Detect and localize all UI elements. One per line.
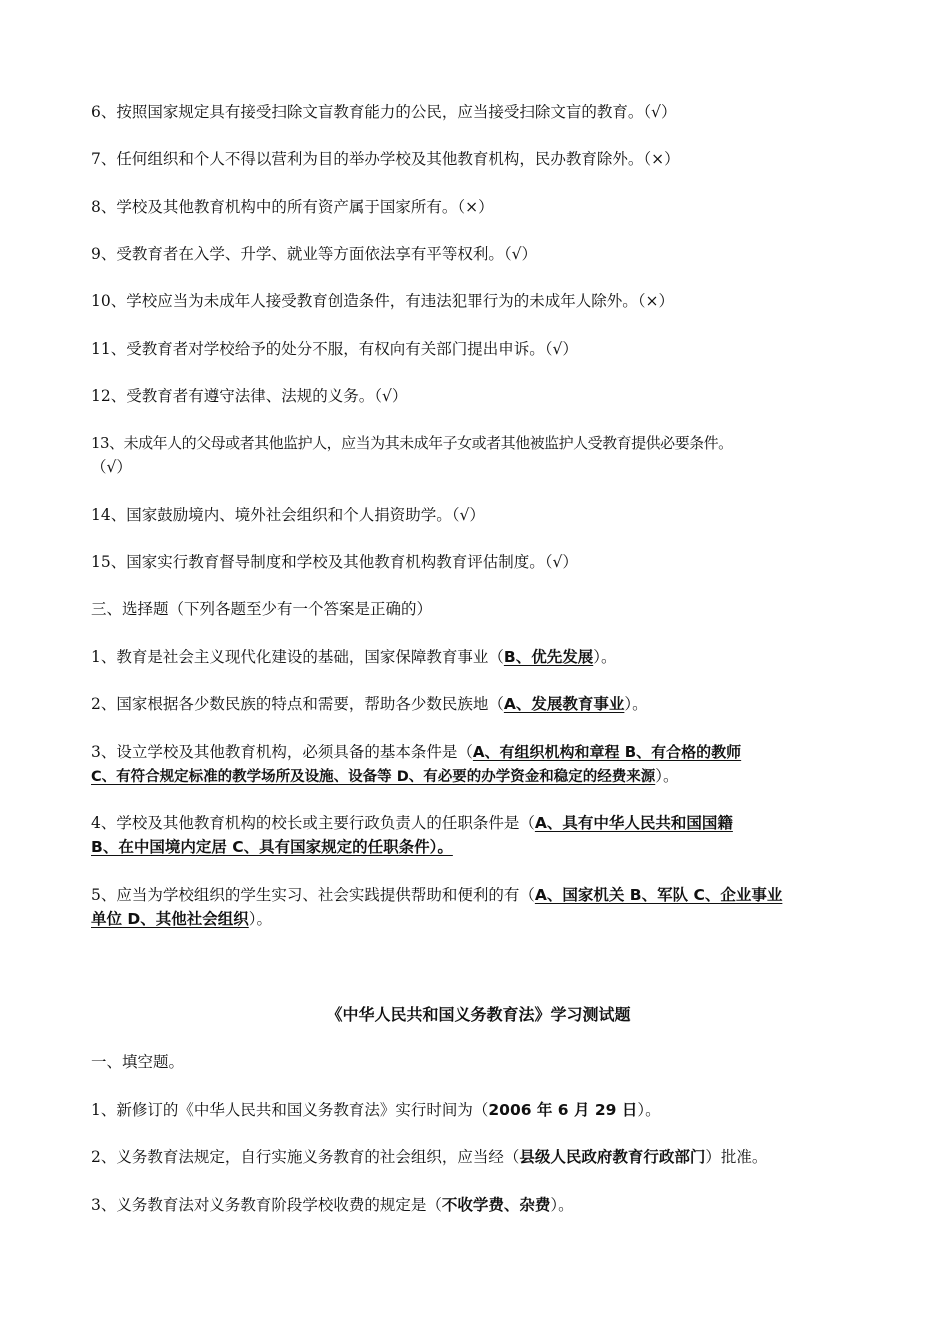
choice-2-answer: A、发展教育事业 xyxy=(503,695,625,713)
fill-3-answer: 不收学费、杂费 xyxy=(441,1196,551,1214)
choice-item-2 xyxy=(91,693,648,715)
judge-item-10: 10、学校应当为未成年人接受教育创造条件，有违法犯罪行为的未成年人除外。（×） xyxy=(91,292,674,310)
choice-4-answer-part1: A、具有中华人民共和国国籍 xyxy=(534,814,733,832)
judge-item-9: 9、受教育者在入学、升学、就业等方面依法享有平等权利。（√） xyxy=(91,245,537,263)
choice-item-3-line1 xyxy=(91,741,741,763)
choice-1-close: ）。 xyxy=(593,648,617,666)
fill-item-3 xyxy=(91,1194,574,1216)
choice-item-4-line2 xyxy=(91,836,453,858)
choice-3-answer-part1: A、有组织机构和章程 B、有合格的教师 xyxy=(472,743,742,761)
choice-item-5-line2 xyxy=(91,908,272,930)
judge-item-15: 15、国家实行教育督导制度和学校及其他教育机构教育评估制度。（√） xyxy=(91,553,578,571)
fill-heading: 一、填空题。 xyxy=(91,1053,185,1071)
judge-item-12: 12、受教育者有遵守法律、法规的义务。（√） xyxy=(91,387,408,405)
choice-4-answer-part2: B、在中国境内定居 C、具有国家规定的任职条件）。 xyxy=(91,838,453,856)
choice-heading: 三、选择题（下列各题至少有一个答案是正确的） xyxy=(91,600,433,618)
judge-item-11: 11、受教育者对学校给予的处分不服，有权向有关部门提出申诉。（√） xyxy=(91,340,578,358)
choice-5-answer-part1: A、国家机关 B、军队 C、企业事业 xyxy=(534,886,783,904)
fill-item-1 xyxy=(91,1099,661,1121)
fill-1-question: 1、新修订的《中华人民共和国义务教育法》实行时间为（ xyxy=(91,1101,489,1119)
judge-item-8: 8、学校及其他教育机构中的所有资产属于国家所有。（×） xyxy=(91,198,494,216)
fill-2-answer: 县级人民政府教育行政部门 xyxy=(519,1148,706,1166)
fill-2-close: ）批准。 xyxy=(705,1148,768,1166)
choice-item-4-line1 xyxy=(91,812,733,834)
fill-2-question: 2、义务教育法规定，自行实施义务教育的社会组织，应当经（ xyxy=(91,1148,520,1166)
choice-2-close: ）。 xyxy=(624,695,648,713)
judge-item-6: 6、按照国家规定具有接受扫除文盲教育能力的公民，应当接受扫除文盲的教育。（√） xyxy=(91,103,677,121)
judge-item-13-line1: 13、未成年人的父母或者其他监护人，应当为其未成年子女或者其他被监护人受教育提供必要条件。 xyxy=(91,434,733,452)
fill-1-close: ）。 xyxy=(637,1101,661,1119)
fill-1-answer: 2006 年 6 月 29 日 xyxy=(488,1101,638,1119)
choice-item-1 xyxy=(91,646,616,668)
choice-3-question: 3、设立学校及其他教育机构，必须具备的基本条件是（ xyxy=(91,743,473,761)
judge-item-13-line2: （√） xyxy=(91,458,132,476)
choice-5-answer-part2: 单位 D、其他社会组织 xyxy=(91,910,249,928)
section-title: 《中华人民共和国义务教育法》学习测试题 xyxy=(326,1005,631,1024)
choice-3-close: ）。 xyxy=(655,767,679,785)
judge-item-14: 14、国家鼓励境内、境外社会组织和个人捐资助学。（√） xyxy=(91,506,485,524)
judge-item-7: 7、任何组织和个人不得以营利为目的举办学校及其他教育机构，民办教育除外。（×） xyxy=(91,150,680,168)
choice-item-3-line2 xyxy=(91,765,679,788)
choice-3-answer-part2: C、有符合规定标准的教学场所及设施、设备等 D、有必要的办学资金和稳定的经费来源 xyxy=(91,769,656,785)
choice-1-answer: B、优先发展 xyxy=(503,648,594,666)
choice-5-question: 5、应当为学校组织的学生实习、社会实践提供帮助和便利的有（ xyxy=(91,886,535,904)
fill-item-2 xyxy=(91,1146,767,1168)
fill-3-close: ）。 xyxy=(550,1196,574,1214)
choice-5-close: ）。 xyxy=(248,910,273,928)
choice-4-question: 4、学校及其他教育机构的校长或主要行政负责人的任职条件是（ xyxy=(91,814,535,832)
choice-1-question: 1、教育是社会主义现代化建设的基础，国家保障教育事业（ xyxy=(91,648,504,666)
choice-2-question: 2、国家根据各少数民族的特点和需要，帮助各少数民族地（ xyxy=(91,695,504,713)
choice-item-5-line1 xyxy=(91,884,782,906)
fill-3-question: 3、义务教育法对义务教育阶段学校收费的规定是（ xyxy=(91,1196,442,1214)
